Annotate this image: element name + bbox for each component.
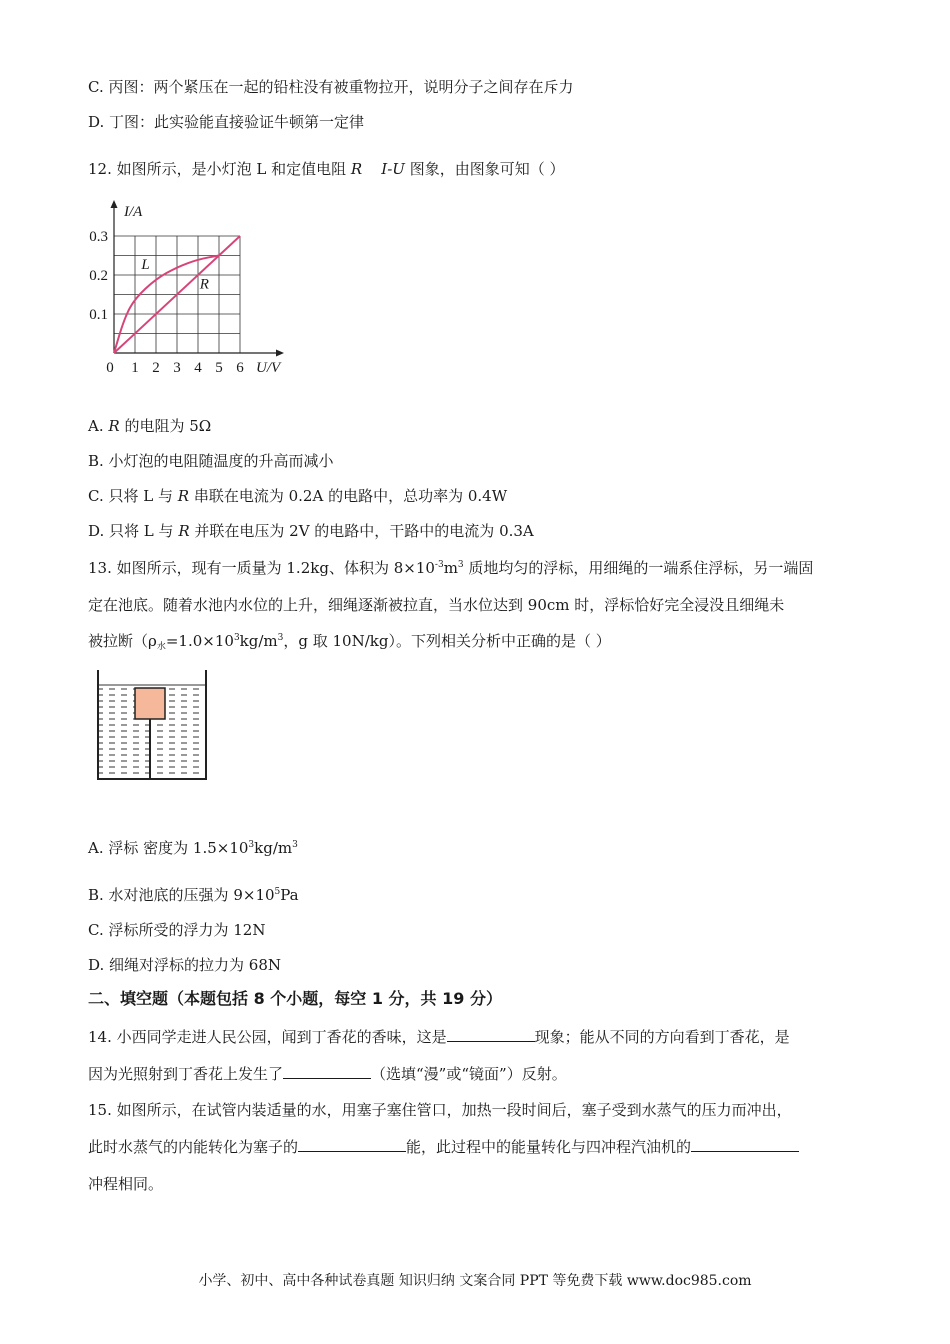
q12-stem-text-a: 12. 如图所示，是小灯泡 L 和定值电阻: [88, 160, 347, 178]
q13-line3-a: 被拉断（ρ: [88, 632, 157, 650]
q12-stem: [88, 159, 564, 179]
y-tick-label: 0.3: [89, 229, 108, 245]
q12-option-d: [88, 521, 534, 541]
section-2-title: 二、填空题（本题包括 8 个小题，每空 1 分，共 19 分）: [88, 989, 502, 1008]
q13-option-b-text: B. 水对池底的压强为 9×10: [88, 886, 275, 904]
q12-stem-r: R: [350, 160, 363, 178]
x-axis-label: U/V: [256, 360, 281, 376]
q15-blank-1[interactable]: [298, 1137, 406, 1152]
q13-line3-c: kg/m: [239, 632, 278, 650]
q15-line2-b: 能，此过程中的能量转化与四冲程汽油机的: [406, 1138, 692, 1156]
q13-line3-exp2: 3: [277, 633, 284, 643]
series-r-label: R: [199, 276, 209, 293]
page-footer: 小学、初中、高中各种试卷真题 知识归纳 文案合同 PPT 等免费下载 www.doc985.com: [198, 1273, 752, 1289]
q14-line1-b: 现象；能从不同的方向看到丁香花，是: [534, 1028, 790, 1046]
x-tick-label: 2: [152, 360, 160, 376]
q14-line2-a: 因为光照射到丁香花上发生了: [88, 1065, 284, 1083]
q13-line3-exp1: 3: [233, 633, 240, 643]
q13-stem-line2: 定在池底。随着水池内水位的上升，细绳逐渐被拉直，当水位达到 90cm 时，浮标恰好完全浸没且细绳未: [88, 596, 785, 614]
q11-option-c: C. 丙图：两个紧压在一起的铅柱没有被重物拉开，说明分子之间存在斥力: [88, 78, 574, 96]
q15-line2-a: 此时水蒸气的内能转化为塞子的: [88, 1138, 299, 1156]
q13-line3-d: ，g 取 10N/kg）。下列相关分析中正确的是（ ）: [283, 632, 611, 650]
series-l-label: L: [141, 257, 150, 274]
q15-line2: [88, 1137, 799, 1157]
q13-option-d: D. 细绳对浮标的拉力为 68N: [88, 956, 282, 974]
pool-diagram: [95, 668, 210, 783]
q14-line1: [88, 1027, 790, 1047]
q14-line1-a: 14. 小西同学走进人民公园，闻到丁香花的香味，这是: [88, 1028, 447, 1046]
q14-line2: [88, 1064, 567, 1084]
chart-labels: [123, 204, 282, 376]
q12-option-c-r: R: [177, 487, 190, 505]
q13-line1-c: 质地均匀的浮标，用细绳的一端系住浮标，另一端固: [463, 559, 814, 577]
q12-option-d-text: 并联在电压为 2V 的电路中，干路中的电流为 0.3A: [194, 522, 534, 540]
q12-option-c-prefix: C. 只将 L 与: [88, 487, 173, 505]
q12-option-a-prefix: A.: [88, 417, 104, 435]
q13-option-b: [88, 885, 299, 905]
x-tick-label: 0: [106, 360, 114, 376]
q12-option-a-text: 的电阻为 5Ω: [124, 417, 212, 435]
q13-line1-b: m: [443, 559, 458, 577]
x-tick-label: 5: [215, 360, 223, 376]
y-tick-label: 0.1: [89, 307, 108, 323]
q14-blank-1[interactable]: [447, 1027, 535, 1042]
x-tick-label: 4: [194, 360, 202, 376]
q13-option-a-exp1: 3: [248, 840, 255, 850]
q13-line3-b: =1.0×10: [165, 632, 234, 650]
q15-blank-2[interactable]: [691, 1137, 799, 1152]
x-axis-arrow: [276, 350, 284, 357]
q14-line2-b: （选填“漫”或“镜面”）反射。: [371, 1065, 567, 1083]
q12-option-a-r: R: [108, 417, 120, 435]
q13-option-a-text: A. 浮标 密度为 1.5×10: [88, 839, 249, 857]
x-tick-label: 3: [173, 360, 181, 376]
iu-graph: [80, 196, 310, 386]
q13-line1-a: 13. 如图所示，现有一质量为 1.2kg、体积为 8×10: [88, 559, 435, 577]
q13-line1-exp1: -3: [434, 560, 444, 570]
q12-option-c: [88, 486, 507, 506]
q15-line1: 15. 如图所示，在试管内装适量的水，用塞子塞住管口，加热一段时间后，塞子受到水蒸气的压力而冲出，: [88, 1101, 792, 1119]
chart-ticks: [89, 229, 244, 376]
q12-stem-text-c: 图象，由图象可知（ ）: [409, 160, 565, 178]
q12-option-c-text: 串联在电流为 0.2A 的电路中，总功率为 0.4W: [193, 487, 508, 505]
q12-option-a: [88, 416, 211, 436]
y-tick-label: 0.2: [89, 268, 108, 284]
q13-option-b-exp: 5: [274, 887, 281, 897]
q15-line3: 冲程相同。: [88, 1175, 164, 1193]
q13-line3-sub: 水: [156, 642, 166, 652]
q13-option-a: [88, 838, 298, 858]
q12-option-b: B. 小灯泡的电阻随温度的升高而减小: [88, 452, 334, 470]
y-axis-arrow: [111, 200, 118, 208]
q12-stem-iu: I-U: [381, 160, 405, 178]
q12-option-d-r: R: [178, 522, 190, 540]
q13-stem-line3: [88, 631, 611, 651]
y-axis-label: I/A: [124, 204, 143, 220]
q13-stem-line1: [88, 558, 813, 578]
q13-option-a-unit: kg/m: [254, 839, 293, 857]
x-tick-label: 6: [236, 360, 244, 376]
q13-option-a-exp2: 3: [292, 840, 298, 850]
float-block: [135, 688, 165, 719]
q14-blank-2[interactable]: [283, 1064, 371, 1079]
q13-line1-exp2: 3: [457, 560, 464, 570]
q12-option-d-prefix: D. 只将 L 与: [88, 522, 174, 540]
q11-option-d: D. 丁图：此实验能直接验证牛顿第一定律: [88, 113, 365, 131]
q13-option-c: C. 浮标所受的浮力为 12N: [88, 921, 266, 939]
x-tick-label: 1: [131, 360, 139, 376]
q13-option-b-unit: Pa: [280, 886, 299, 904]
